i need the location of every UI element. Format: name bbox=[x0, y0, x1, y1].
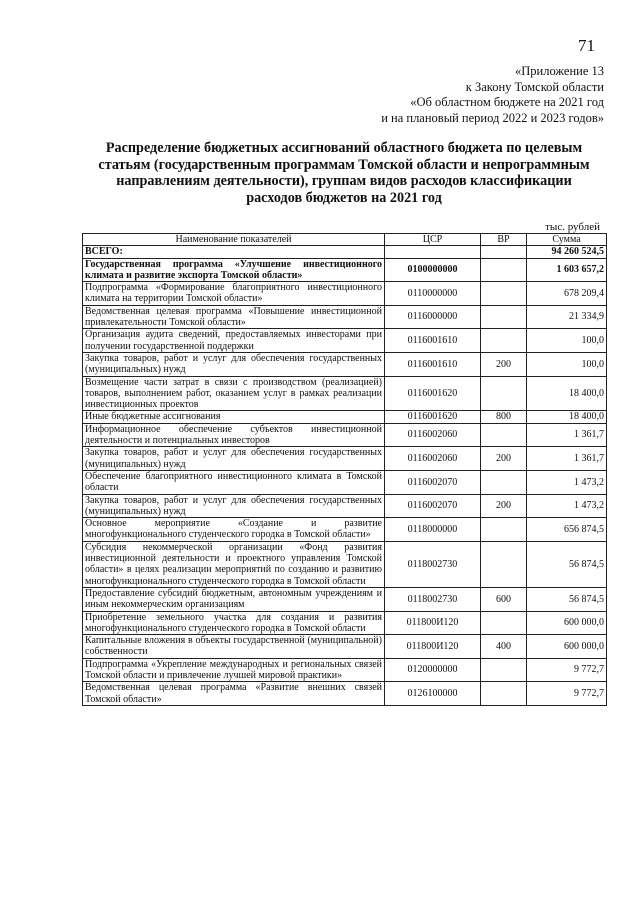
row-csr: 0116001620 bbox=[385, 376, 481, 411]
row-csr: 0120000000 bbox=[385, 658, 481, 682]
row-sum: 94 260 524,5 bbox=[527, 246, 607, 258]
appendix-line-4: и на плановый период 2022 и 2023 годов» bbox=[381, 110, 604, 125]
table-row bbox=[83, 541, 607, 587]
table-row bbox=[83, 682, 607, 706]
row-vr bbox=[481, 470, 527, 494]
row-csr: 0116002070 bbox=[385, 470, 481, 494]
row-vr: 200 bbox=[481, 352, 527, 376]
row-csr: 0118000000 bbox=[385, 518, 481, 542]
row-vr bbox=[481, 611, 527, 635]
row-csr: 0110000000 bbox=[385, 282, 481, 306]
row-sum: 21 334,9 bbox=[527, 305, 607, 329]
row-sum: 9 772,7 bbox=[527, 658, 607, 682]
row-vr bbox=[481, 376, 527, 411]
table-row bbox=[83, 258, 607, 282]
title-line-3: направлениям деятельности), группам видов расходов классификации bbox=[116, 173, 572, 189]
row-csr: 0116002060 bbox=[385, 447, 481, 471]
table-header-row bbox=[83, 234, 607, 246]
table-row bbox=[83, 411, 607, 423]
table-row bbox=[83, 518, 607, 542]
row-csr bbox=[385, 246, 481, 258]
appendix-note bbox=[381, 64, 604, 126]
table-row bbox=[83, 587, 607, 611]
row-vr bbox=[481, 423, 527, 447]
row-name: Государственная программа «Улучшение инвестиционного климата и развитие экспорта Томской области» bbox=[83, 258, 385, 282]
row-name: Субсидия некоммерческой организации «Фонд развития инвестиционной деятельности и проектного управления Томской области» в целях реализации мероприятий по созданию и развитию многофункционального студенческого городка в Томской области bbox=[83, 541, 385, 587]
row-name: Предоставление субсидий бюджетным, автономным учреждениям и иным некоммерческим организациям bbox=[83, 587, 385, 611]
row-vr bbox=[481, 682, 527, 706]
row-name: Подпрограмма «Формирование благоприятного инвестиционного климата на территории Томской области» bbox=[83, 282, 385, 306]
row-sum: 1 473,2 bbox=[527, 494, 607, 518]
row-vr bbox=[481, 246, 527, 258]
appendix-line-3: «Об областном бюджете на 2021 год bbox=[410, 95, 604, 110]
row-sum: 1 361,7 bbox=[527, 447, 607, 471]
row-sum: 600 000,0 bbox=[527, 635, 607, 659]
row-name: Иные бюджетные ассигнования bbox=[83, 411, 385, 423]
row-csr: 0116001610 bbox=[385, 329, 481, 353]
row-vr bbox=[481, 282, 527, 306]
row-csr: 011800И120 bbox=[385, 635, 481, 659]
row-csr: 0116001610 bbox=[385, 352, 481, 376]
row-name: Обеспечение благоприятного инвестиционного климата в Томской области bbox=[83, 470, 385, 494]
row-csr: 011800И120 bbox=[385, 611, 481, 635]
row-csr: 0126100000 bbox=[385, 682, 481, 706]
table-row bbox=[83, 494, 607, 518]
row-name: Подпрограмма «Укрепление международных и региональных связей Томской области и привлечение лучшей мировой практики» bbox=[83, 658, 385, 682]
row-vr bbox=[481, 541, 527, 587]
table-row bbox=[83, 658, 607, 682]
row-csr: 0116001620 bbox=[385, 411, 481, 423]
table-row bbox=[83, 246, 607, 258]
row-sum: 56 874,5 bbox=[527, 541, 607, 587]
header-csr: ЦСР bbox=[385, 234, 481, 246]
row-vr bbox=[481, 658, 527, 682]
row-sum: 1 473,2 bbox=[527, 470, 607, 494]
row-name: Закупка товаров, работ и услуг для обеспечения государственных (муниципальных) нужд bbox=[83, 352, 385, 376]
row-sum: 9 772,7 bbox=[527, 682, 607, 706]
title-line-4: расходов бюджетов на 2021 год bbox=[246, 189, 442, 206]
row-vr: 800 bbox=[481, 411, 527, 423]
row-vr bbox=[481, 305, 527, 329]
row-name: ВСЕГО: bbox=[83, 246, 385, 258]
row-sum: 56 874,5 bbox=[527, 587, 607, 611]
table-row bbox=[83, 447, 607, 471]
row-name: Капитальные вложения в объекты государственной (муниципальной) собственности bbox=[83, 635, 385, 659]
header-name: Наименование показателей bbox=[83, 234, 385, 246]
row-csr: 0118002730 bbox=[385, 587, 481, 611]
title-line-2: статьям (государственным программам Томской области и непрограммным bbox=[98, 156, 590, 173]
title-line-1: Распределение бюджетных ассигнований областного бюджета по целевым bbox=[105, 140, 583, 156]
header-vr: ВР bbox=[481, 234, 527, 246]
document-title bbox=[82, 140, 606, 206]
row-vr: 400 bbox=[481, 635, 527, 659]
appendix-line-2: к Закону Томской области bbox=[465, 79, 604, 94]
row-sum: 18 400,0 bbox=[527, 376, 607, 411]
row-csr: 0116002060 bbox=[385, 423, 481, 447]
row-sum: 100,0 bbox=[527, 329, 607, 353]
row-sum: 1 361,7 bbox=[527, 423, 607, 447]
row-name: Ведомственная целевая программа «Развитие внешних связей Томской области» bbox=[83, 682, 385, 706]
row-sum: 100,0 bbox=[527, 352, 607, 376]
row-csr: 0116000000 bbox=[385, 305, 481, 329]
table-row bbox=[83, 470, 607, 494]
table-row bbox=[83, 635, 607, 659]
row-name: Возмещение части затрат в связи с производством (реализацией) товаров, выполнением работ, оказанием услуг в рамках реализации инвестиционных проектов bbox=[83, 376, 385, 411]
header-sum: Сумма bbox=[527, 234, 607, 246]
row-name: Информационное обеспечение субъектов инвестиционной деятельности и потенциальных инвесторов bbox=[83, 423, 385, 447]
table-row bbox=[83, 352, 607, 376]
row-vr: 200 bbox=[481, 447, 527, 471]
row-vr bbox=[481, 258, 527, 282]
appendix-line-1: «Приложение 13 bbox=[515, 64, 604, 78]
row-name: Организация аудита сведений, предоставляемых инвесторами при получении государственной поддержки bbox=[83, 329, 385, 353]
row-csr: 0100000000 bbox=[385, 258, 481, 282]
row-vr bbox=[481, 329, 527, 353]
table-row bbox=[83, 329, 607, 353]
row-sum: 678 209,4 bbox=[527, 282, 607, 306]
row-sum: 656 874,5 bbox=[527, 518, 607, 542]
row-name: Основное мероприятие «Создание и развитие многофункционального студенческого городка в Томской области» bbox=[83, 518, 385, 542]
row-name: Закупка товаров, работ и услуг для обеспечения государственных (муниципальных) нужд bbox=[83, 447, 385, 471]
table-row bbox=[83, 282, 607, 306]
row-name: Закупка товаров, работ и услуг для обеспечения государственных (муниципальных) нужд bbox=[83, 494, 385, 518]
page-number: 71 bbox=[578, 36, 595, 55]
budget-table bbox=[82, 233, 607, 706]
table-row bbox=[83, 305, 607, 329]
row-vr: 600 bbox=[481, 587, 527, 611]
table-row bbox=[83, 376, 607, 411]
row-sum: 600 000,0 bbox=[527, 611, 607, 635]
row-name: Приобретение земельного участка для создания и развития многофункционального студенческого городка в Томской области bbox=[83, 611, 385, 635]
table-row bbox=[83, 611, 607, 635]
row-sum: 1 603 657,2 bbox=[527, 258, 607, 282]
row-csr: 0118002730 bbox=[385, 541, 481, 587]
row-vr bbox=[481, 518, 527, 542]
units-label: тыс. рублей bbox=[545, 221, 600, 233]
row-name: Ведомственная целевая программа «Повышение инвестиционной привлекательности Томской области» bbox=[83, 305, 385, 329]
table-row bbox=[83, 423, 607, 447]
row-vr: 200 bbox=[481, 494, 527, 518]
row-sum: 18 400,0 bbox=[527, 411, 607, 423]
row-csr: 0116002070 bbox=[385, 494, 481, 518]
